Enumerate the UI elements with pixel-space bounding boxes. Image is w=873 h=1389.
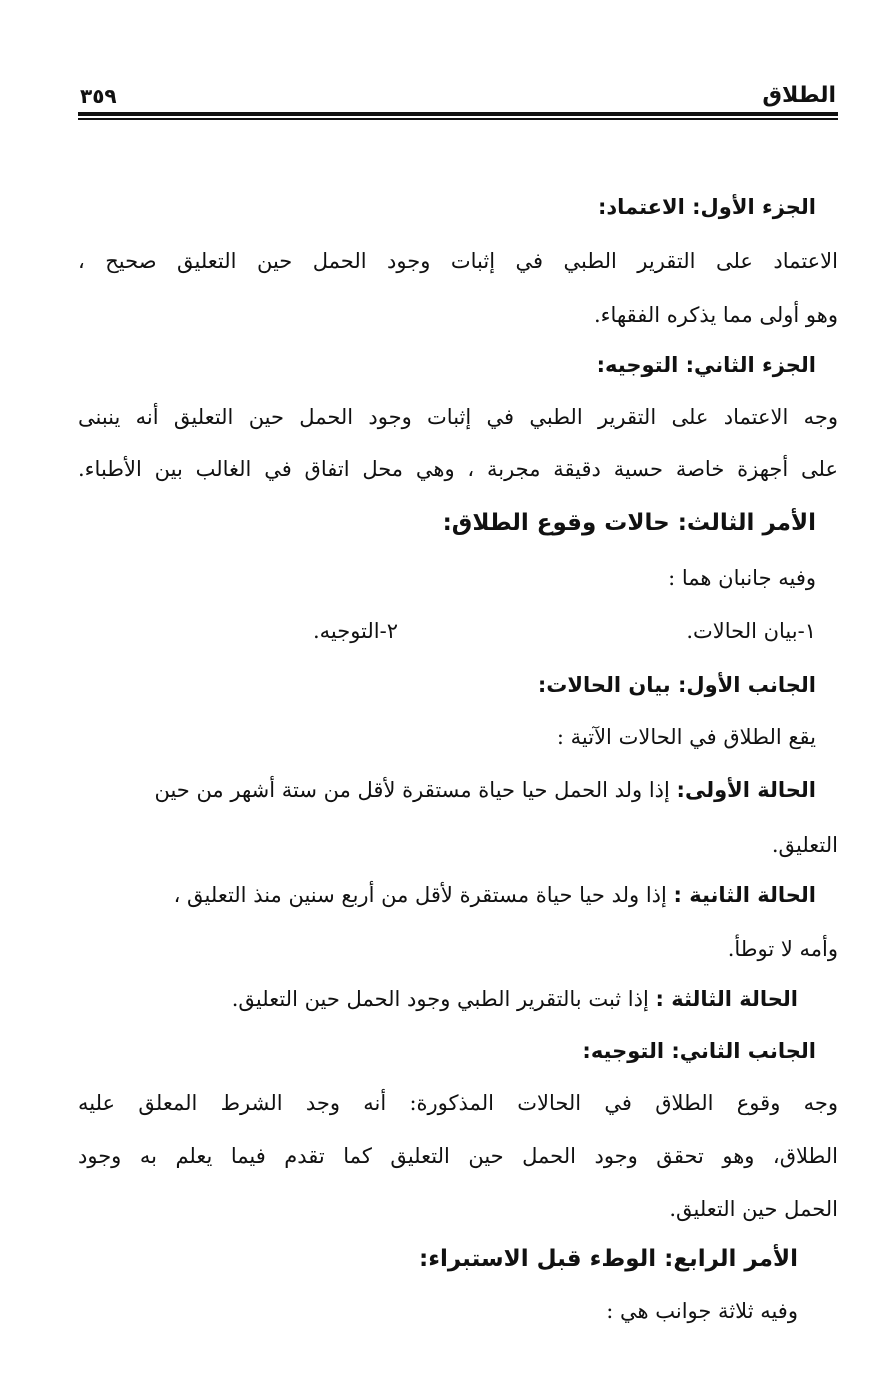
list-item-1: ١-بيان الحالات.	[686, 618, 816, 643]
side2-line-2: الطلاق، وهو تحقق وجود الحمل حين التعليق كما تقدم فيما يعلم به وجود	[78, 1143, 838, 1168]
part2-heading: الجزء الثاني: التوجيه:	[596, 352, 816, 377]
part1-line-2: وهو أولى مما يذكره الفقهاء.	[594, 302, 838, 327]
part1-line-1: الاعتماد على التقرير الطبي في إثبات وجود الحمل حين التعليق صحيح ،	[78, 248, 838, 273]
case3-label: الحالة الثالثة :	[655, 986, 798, 1011]
case2-line-2: وأمه لا توطأ.	[727, 936, 838, 961]
matter3-heading: الأمر الثالث: حالات وقوع الطلاق:	[442, 509, 816, 536]
part1-heading: الجزء الأول: الاعتماد:	[597, 194, 816, 219]
side2-heading: الجانب الثاني: التوجيه:	[582, 1038, 816, 1063]
case2-line-1	[78, 880, 816, 910]
running-title: الطلاق	[762, 83, 836, 108]
list-item-2: ٢-التوجيه.	[312, 618, 398, 643]
case1-label: الحالة الأولى:	[676, 777, 816, 802]
case3-line	[78, 984, 798, 1014]
list-row	[78, 616, 838, 646]
side2-line-1: وجه وقوع الطلاق في الحالات المذكورة: أنه وجد الشرط المعلق عليه	[78, 1090, 838, 1115]
case1-text: إذا ولد الحمل حيا حياة مستقرة لأقل من ستة أشهر من حين	[154, 777, 677, 802]
matter4-intro: وفيه ثلاثة جوانب هي :	[606, 1298, 798, 1323]
case2-text: إذا ولد حيا حياة مستقرة لأقل من أربع سنين منذ التعليق ،	[173, 882, 674, 907]
header-rule-thick	[78, 112, 838, 116]
part2-line-2: على أجهزة خاصة حسية دقيقة مجربة ، وهي محل اتفاق في الغالب بين الأطباء.	[78, 456, 838, 481]
part2-line-1: وجه الاعتماد على التقرير الطبي في إثبات وجود الحمل حين التعليق أنه ينبنى	[78, 404, 838, 429]
case1-line-2: التعليق.	[771, 832, 838, 857]
matter4-heading: الأمر الرابع: الوطء قبل الاستبراء:	[419, 1245, 798, 1272]
side1-intro: يقع الطلاق في الحالات الآتية :	[556, 724, 816, 749]
header-rule-thin	[78, 118, 838, 120]
book-page	[78, 72, 838, 1323]
case1-line-1	[78, 775, 816, 805]
matter3-intro: وفيه جانبان هما :	[668, 565, 816, 590]
side1-heading: الجانب الأول: بيان الحالات:	[537, 672, 816, 697]
running-header	[78, 72, 838, 108]
case2-label: الحالة الثانية :	[673, 882, 816, 907]
page-number: ٣٥٩	[80, 84, 117, 108]
case3-text: إذا ثبت بالتقرير الطبي وجود الحمل حين التعليق.	[231, 986, 656, 1011]
side2-line-3: الحمل حين التعليق.	[669, 1196, 838, 1221]
